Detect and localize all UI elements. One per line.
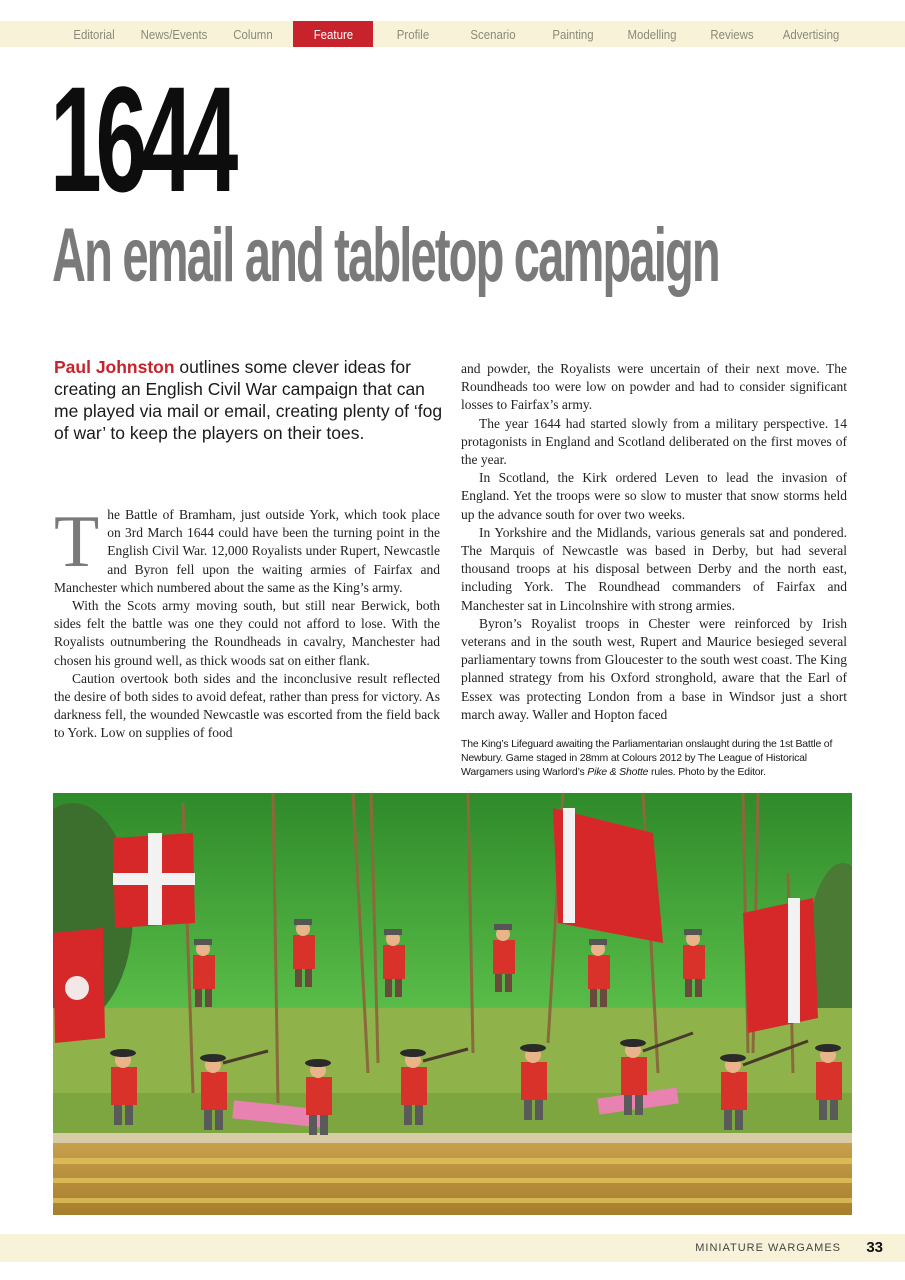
nav-item-modelling[interactable]: Modelling [627, 27, 677, 42]
caption-text-end: rules. Photo by the Editor. [648, 766, 766, 778]
standfirst-text: outlines some clever ideas for creating an English Civil War campaign that can me played via mail or email, creating plenty of ‘fog of war’ to keep the players on their toes. [54, 357, 443, 443]
caption-text: The King’s Lifeguard awaiting the Parliamentarian onslaught during the 1st Battle of Newbury. Game staged in 28mm at Colours 2012 by The League of Historical Wargamers using Warlord’s [461, 738, 833, 778]
magazine-name: MINIATURE WARGAMES [695, 1242, 841, 1254]
page-number: 33 [866, 1239, 883, 1256]
caption-italic: Pike & Shotte [587, 766, 649, 778]
drop-cap: T [54, 501, 100, 583]
article-column-left [54, 501, 440, 743]
article-paragraph: In Scotland, the Kirk ordered Leven to lead the invasion of England. Yet the troops were so slow to muster that snow storms held up the advance south for over two weeks. [461, 470, 847, 522]
article-paragraph [54, 501, 440, 597]
headline-subtitle: An email and tabletop campaign [52, 213, 719, 298]
nav-item-scenario[interactable]: Scenario [470, 27, 516, 42]
flag [743, 898, 818, 1033]
nav-item-news-events[interactable]: News/Events [140, 27, 208, 42]
miniatures-photo [53, 793, 852, 1215]
nav-item-painting[interactable]: Painting [552, 27, 594, 42]
article-paragraph: The year 1644 had started slowly from a military perspective. 14 protagonists in England and Scotland deliberated on the first moves of the year. [461, 415, 847, 468]
headline-year: 1644 [50, 55, 233, 223]
nav-item-profile[interactable]: Profile [396, 27, 430, 42]
base-edge [53, 1133, 852, 1143]
ground-base [53, 1138, 852, 1215]
article-paragraph: With the Scots army moving south, but still near Berwick, both sides felt the battle was one they could not afford to lose. With the Royalists outnumbering the Roundheads in cavalry, Manchester had chosen his ground well, as thick woods sat on either flank. [54, 598, 440, 668]
article-paragraph: In Yorkshire and the Midlands, various generals sat and pondered. The Marquis of Newcastle was based in Derby, but had several thousand troops at his disposal between Derby and the north east, including York. The Roundhead commanders of Fairfax and Manchester sat in Lincolnshire with strong armies. [461, 524, 847, 613]
nav-item-reviews[interactable]: Reviews [710, 27, 754, 42]
article-paragraph: and powder, the Royalists were uncertain of their next move. The Roundheads too were low on powder and had to consider significant losses to Fairfax’s army. [461, 361, 847, 413]
article-column-right [461, 360, 847, 724]
nav-item-editorial[interactable]: Editorial [73, 27, 115, 42]
miniatures-scene [53, 793, 852, 1215]
section-nav [0, 21, 905, 47]
photo-caption [461, 737, 853, 779]
nav-item-advertising[interactable]: Advertising [782, 27, 840, 42]
nav-item-column[interactable]: Column [233, 27, 273, 42]
author-name: Paul Johnston [54, 357, 175, 377]
nav-item-feature-label: Feature [313, 27, 353, 42]
nav-item-feature[interactable] [293, 21, 373, 47]
standfirst [54, 356, 446, 444]
article-paragraph: Byron’s Royalist troops in Chester were reinforced by Irish veterans and in the south west, Rupert and Maurice besieged several parliamentary towns from Gloucester to the south west coast. The King planned strategy from his Oxford stronghold, aware that the Earl of Essex was protecting London from a base in Windsor just a short march away. Waller and Hopton faced [461, 615, 847, 722]
page-footer [0, 1234, 905, 1262]
article-paragraph: Caution overtook both sides and the inconclusive result reflected the desire of both sides to avoid defeat, rather than press for victory. As darkness fell, the wounded Newcastle was escorted from the field back to York. Low on supplies of food [54, 670, 440, 741]
paragraph-text: he Battle of Bramham, just outside York, which took place on 3rd March 1644 could have been the turning point in the English Civil War. 12,000 Royalists under Rupert, Newcastle and Byron fell upon the waiting armies of Fairfax and Manchester which numbered about the same as the King’s army. [54, 507, 440, 595]
